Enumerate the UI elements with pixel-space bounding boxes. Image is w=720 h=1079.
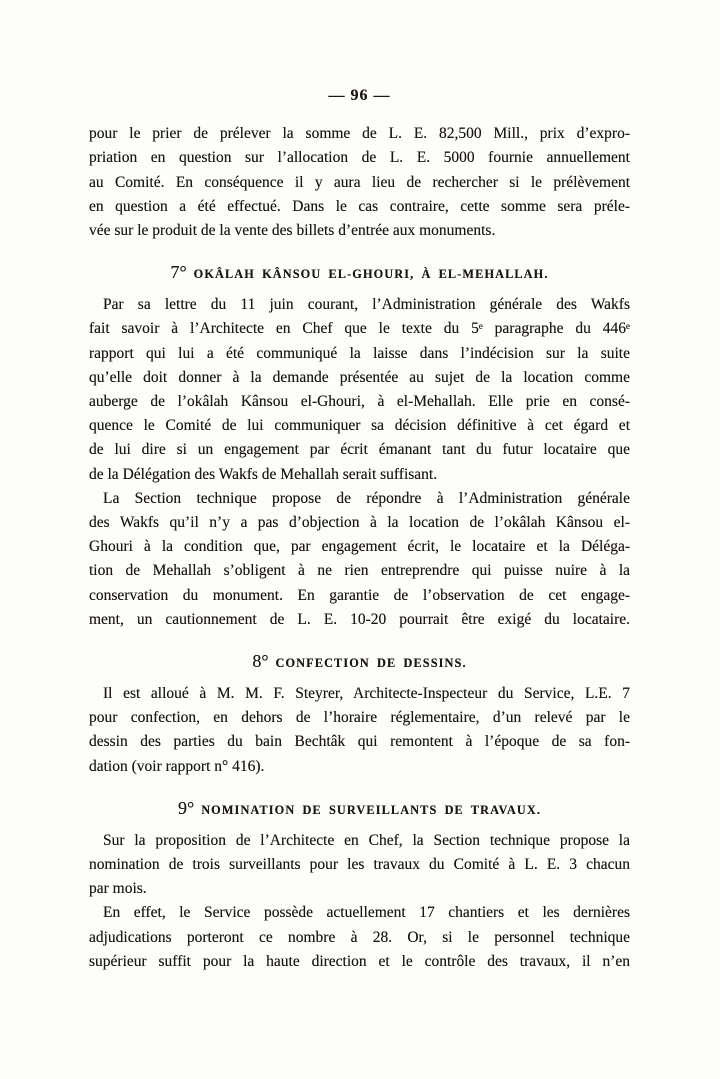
text-line: auberge de l’okâlah Kânsou el-Ghouri, à el-Mehallah. Elle prie en consé- xyxy=(89,393,630,411)
content-column xyxy=(89,84,630,974)
text-line: La Section technique propose de répondre à l’Administration générale xyxy=(103,489,630,507)
text-line: pour confection, en dehors de l’horaire réglementaire, d’un relevé par le xyxy=(89,709,630,727)
text-line: Sur la proposition de l’Architecte en Chef, la Section technique propose la xyxy=(103,831,630,849)
text-line: priation en question sur l’allocation de L. E. 5000 fournie annuellement xyxy=(89,149,630,167)
text-line: Ghouri à la condition que, par engagement écrit, le locataire et la Déléga- xyxy=(89,538,630,556)
text-line: qu’elle doit donner à la demande présentée au sujet de la location comme xyxy=(89,368,630,386)
text-line: conservation du monument. En garantie de l’observation de cet engage- xyxy=(89,586,630,604)
text-line: En effet, le Service possède actuellement 17 chantiers et les dernières xyxy=(103,904,630,922)
text-line: par mois. xyxy=(89,880,147,898)
text-line: tion de Mehallah s’obligent à ne rien entreprendre qui puisse nuire à la xyxy=(89,562,630,580)
text-line: quence le Comité de lui communiquer sa décision définitive à cet égard et xyxy=(89,417,630,435)
text-line: nomination de trois surveillants pour les travaux du Comité à L. E. 3 chacun xyxy=(89,856,630,874)
section-heading xyxy=(89,263,630,284)
text-line: de lui dire si un engagement par écrit émanant tant du futur locataire que xyxy=(89,441,630,459)
section-title: NOMINATION DE SURVEILLANTS DE TRAVAUX. xyxy=(201,802,541,817)
paragraph xyxy=(89,293,630,487)
text-line: au Comité. En conséquence il y aura lieu de rechercher si le prélèvement xyxy=(89,173,630,191)
text-line: Par sa lettre du 11 juin courant, l’Administration générale des Wakfs xyxy=(103,296,630,314)
page-number: — 96 — xyxy=(328,87,391,104)
text-line: ment, un cautionnement de L. E. 10-20 pourrait être exigé du locataire. xyxy=(89,610,630,628)
text-line: dessin des parties du bain Bechtâk qui remontent à l’époque de sa fon- xyxy=(89,733,630,751)
text-line: en question a été effectué. Dans le cas contraire, cette somme sera préle- xyxy=(89,197,630,215)
paragraph xyxy=(89,829,630,902)
content-blocks xyxy=(89,122,630,974)
section-number: 8° xyxy=(252,651,269,672)
text-line: des Wakfs qu’il n’y a pas d’objection à la location de l’okâlah Kânsou el- xyxy=(89,514,630,532)
section-number: 7° xyxy=(170,262,187,283)
text-line: vée sur le produit de la vente des billets d’entrée aux monuments. xyxy=(89,222,496,240)
text-line: de la Délégation des Wakfs de Mehallah serait suffisant. xyxy=(89,465,438,483)
section-title: OKÂLAH KÂNSOU EL-GHOURI, À EL-MEHALLAH. xyxy=(193,267,549,282)
text-line: rapport qui lui a été communiqué la laisse dans l’indécision sur la suite xyxy=(89,344,630,362)
text-line: fait savoir à l’Architecte en Chef que le texte du 5ᵉ paragraphe du 446ᵉ xyxy=(89,320,630,338)
section-title: CONFECTION DE DESSINS. xyxy=(275,656,467,671)
section-number: 9° xyxy=(178,797,195,818)
paragraph xyxy=(89,487,630,632)
text-line: dation (voir rapport n° 416). xyxy=(89,757,265,775)
paragraph xyxy=(89,901,630,974)
text-line: pour le prier de prélever la somme de L. E. 82,500 Mill., prix d’expro- xyxy=(89,125,630,143)
paragraph xyxy=(89,682,630,779)
section-heading xyxy=(89,652,630,673)
text-line: adjudications porteront ce nombre à 28. Or, si le personnel technique xyxy=(89,928,630,946)
text-line: Il est alloué à M. M. F. Steyrer, Architecte-Inspecteur du Service, L.E. 7 xyxy=(103,685,630,703)
text-line: supérieur suffit pour la haute direction et le contrôle des travaux, il n’en xyxy=(89,952,630,970)
section-heading xyxy=(89,799,630,820)
paragraph xyxy=(89,122,630,243)
